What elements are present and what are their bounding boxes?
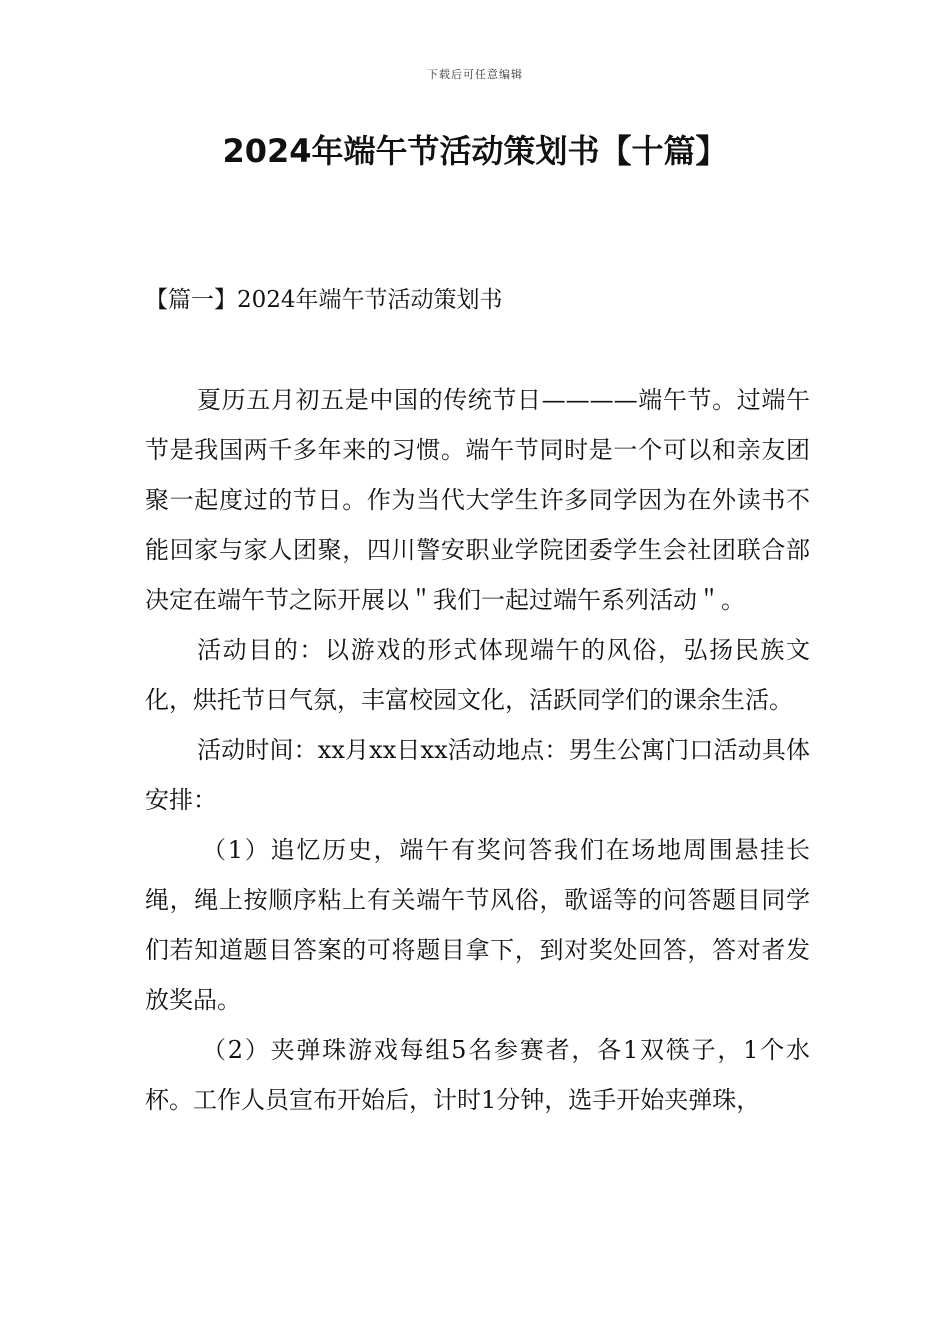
document-title: 2024年端午节活动策划书【十篇】 bbox=[222, 132, 728, 170]
paragraph-purpose: 活动目的：以游戏的形式体现端午的风俗，弘扬民族文化，烘托节日气氛，丰富校园文化，活跃同学们的课余生活。 bbox=[145, 636, 810, 714]
document-body bbox=[145, 375, 810, 1125]
section-heading: 【篇一】2024年端午节活动策划书 bbox=[145, 287, 503, 313]
paragraph-time-location: 活动时间：xx月xx日xx活动地点：男生公寓门口活动具体安排： bbox=[145, 736, 810, 814]
paragraph-intro: 夏历五月初五是中国的传统节日————端午节。过端午节是我国两千多年来的习惯。端午节同时是一个可以和亲友团聚一起度过的节日。作为当代大学生许多同学因为在外读书不能回家与家人团聚，四川警安职业学院团委学生会社团联合部决定在端午节之际开展以＂我们一起过端午系列活动＂。 bbox=[145, 386, 810, 614]
paragraph-activity-2: （2）夹弹珠游戏每组5名参赛者，各1双筷子，1个水杯。工作人员宣布开始后，计时1分钟，选手开始夹弹珠， bbox=[145, 1036, 810, 1114]
paragraph-activity-1: （1）追忆历史，端午有奖问答我们在场地周围悬挂长绳，绳上按顺序粘上有关端午节风俗，歌谣等的问答题目同学们若知道题目答案的可将题目拿下，到对奖处回答，答对者发放奖品。 bbox=[145, 836, 810, 1014]
header-note: 下载后可任意编辑 bbox=[427, 68, 523, 81]
